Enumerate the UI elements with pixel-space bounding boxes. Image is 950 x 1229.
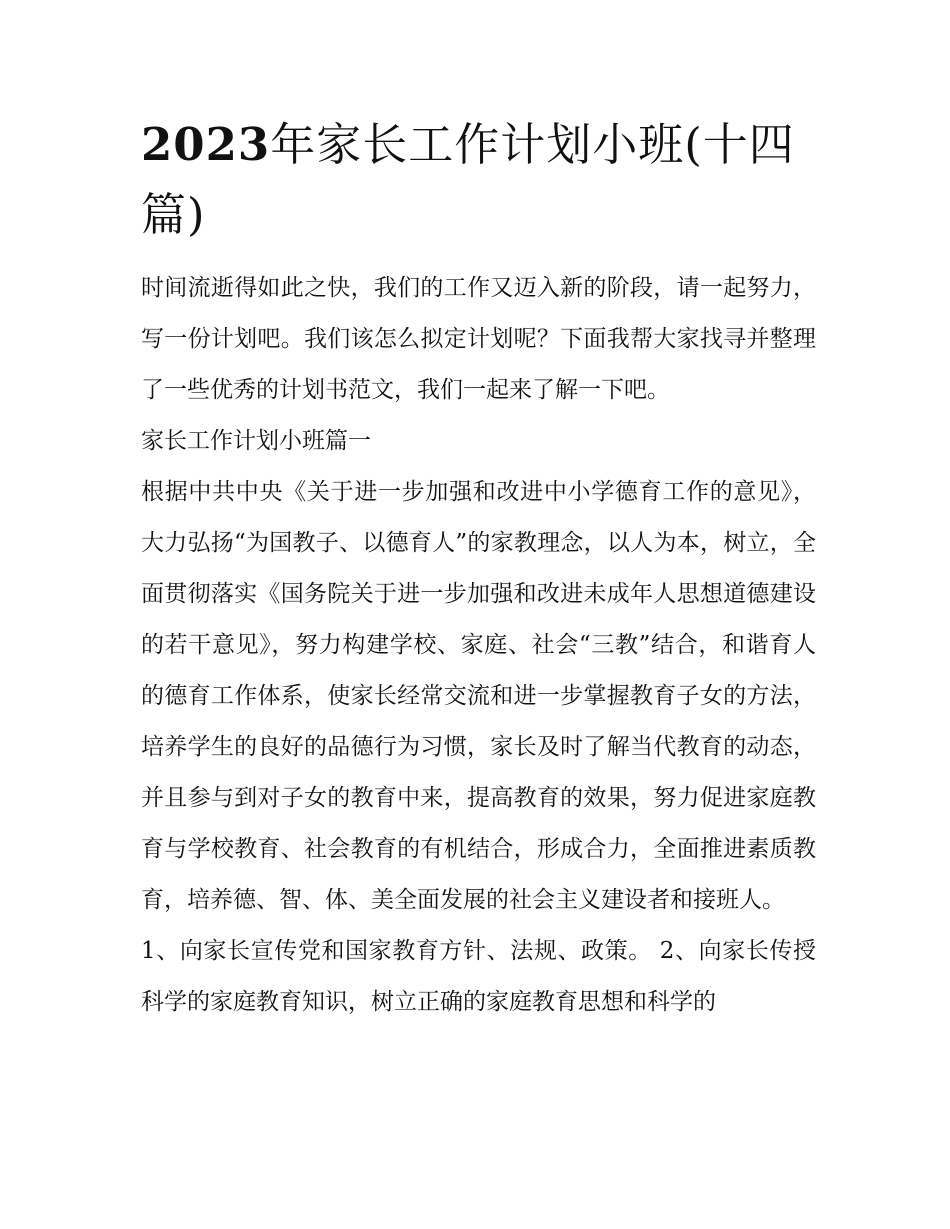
- body-paragraph: 根据中共中央《关于进一步加强和改进中小学德育工作的意见》，大力弘扬“为国教子、以德育人”的家教理念，以人为本，树立，全面贯彻落实《国务院关于进一步加强和改进未成年人思想道德建设的若干意见》，努力构建学校、家庭、社会“三教”结合，和谐育人的德育工作体系，使家长经常交流和进一步掌握教育子女的方法，培养学生的良好的品德行为习惯，家长及时了解当代教育的动态，并且参与到对子女的教育中来，提高教育的效果，努力促进家庭教育与学校教育、社会教育的有机结合，形成合力，全面推进素质教育，培养德、智、体、美全面发展的社会主义建设者和接班人。: [141, 479, 816, 913]
- list-paragraph: 1、向家长宣传党和国家教育方针、法规、政策。 2、向家长传授科学的家庭教育知识，树立正确的家庭教育思想和科学的: [141, 938, 816, 1015]
- document-page: [141, 110, 816, 1028]
- document-title: [141, 110, 816, 250]
- title-text: 年家长工作计划小班(十四篇): [141, 118, 795, 241]
- section-heading: 家长工作计划小班篇一: [141, 428, 371, 454]
- intro-paragraph: 时间流逝得如此之快，我们的工作又迈入新的阶段，请一起努力，写一份计划吧。我们该怎么拟定计划呢？下面我帮大家找寻并整理了一些优秀的计划书范文，我们一起来了解一下吧。: [141, 275, 816, 403]
- title-year: 2023: [141, 118, 271, 171]
